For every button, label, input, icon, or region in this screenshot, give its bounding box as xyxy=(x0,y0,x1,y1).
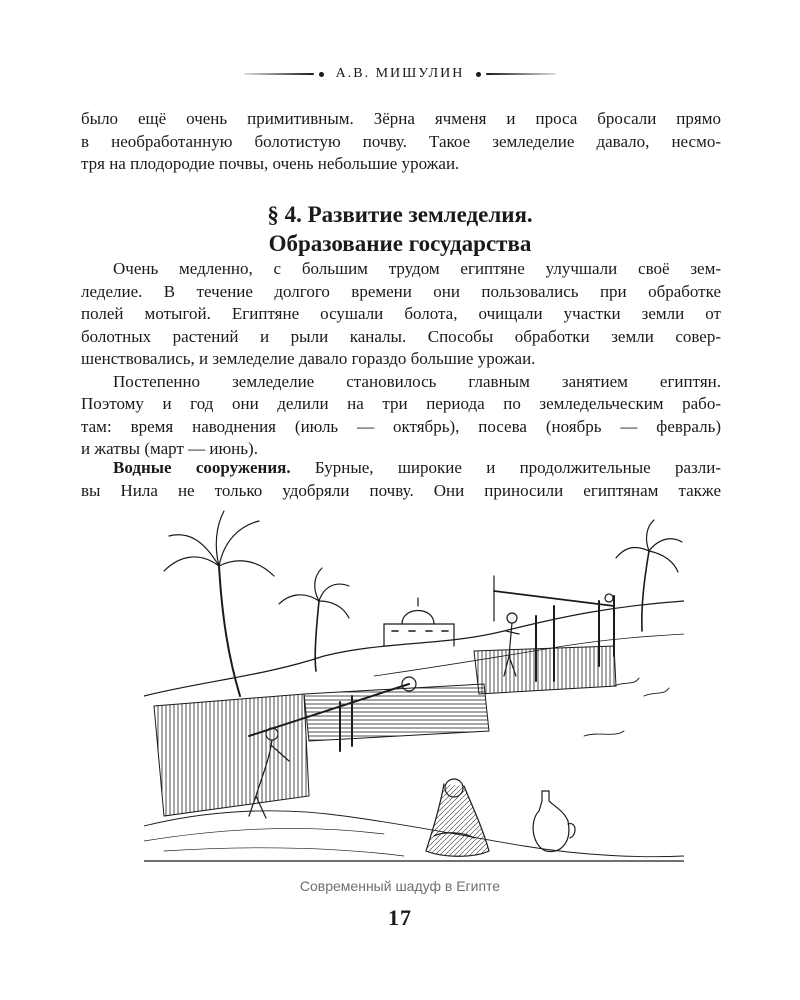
author-name: А.В. МИШУЛИН xyxy=(335,66,465,81)
ornament-right xyxy=(476,72,556,77)
text-line-rest: Бурные, широкие и продолжительные разли- xyxy=(290,458,721,477)
text-line: полей мотыгой. Египтяне осушали болота, очищали участки земли от xyxy=(81,304,721,323)
text-line: вы Нила не только удобряли почву. Они приносили египтянам также xyxy=(81,480,721,500)
palm-tree-right xyxy=(616,520,682,631)
water-paragraph xyxy=(81,457,721,502)
text-line: в необработанную болотистую почву. Такое земледелие давало, несмо- xyxy=(81,131,721,151)
text-line xyxy=(81,457,721,480)
bold-lead: Водные сооружения. xyxy=(113,458,291,477)
domed-building xyxy=(384,598,454,646)
text-line: леделие. В течение долгого времени они пользовались при обработке xyxy=(81,281,721,301)
text-line: шенствовались, и земледелие давало гораздо большие урожаи. xyxy=(81,349,536,368)
body-paragraph xyxy=(81,258,721,461)
ornament-left xyxy=(244,72,324,77)
palm-tree-center xyxy=(279,568,349,671)
text-line: тря на плодородие почвы, очень небольшие урожаи. xyxy=(81,154,460,173)
section-heading-line: Образование государства xyxy=(268,231,532,256)
text-line: и жатвы (март — июнь). xyxy=(81,439,258,458)
text-line: болотных растений и рыли каналы. Способы обработки земли совер- xyxy=(81,326,721,346)
text-line: было ещё очень примитивным. Зёрна ячменя и проса бросали прямо xyxy=(81,109,721,128)
section-heading xyxy=(0,200,800,258)
text-line: там: время наводнения (июль — октябрь), посева (ноябрь — февраль) xyxy=(81,416,721,436)
palm-tree-left xyxy=(164,511,274,696)
text-line: Очень медленно, с большим трудом египтяне улучшали своё зем- xyxy=(113,259,721,278)
text-line: Поэтому и год они делили на три периода по земледельческим рабо- xyxy=(81,394,721,413)
shaduf-illustration xyxy=(144,506,684,868)
running-head xyxy=(0,62,800,86)
intro-paragraph xyxy=(81,108,721,176)
page-number: 17 xyxy=(388,905,412,930)
section-heading-line: § 4. Развитие земледелия. xyxy=(267,202,533,227)
water-jug xyxy=(533,791,575,851)
text-line: Постепенно земледелие становилось главным занятием египтян. xyxy=(113,371,721,391)
figure-caption: Современный шадуф в Египте xyxy=(299,878,501,894)
seated-woman-figure xyxy=(426,779,489,856)
